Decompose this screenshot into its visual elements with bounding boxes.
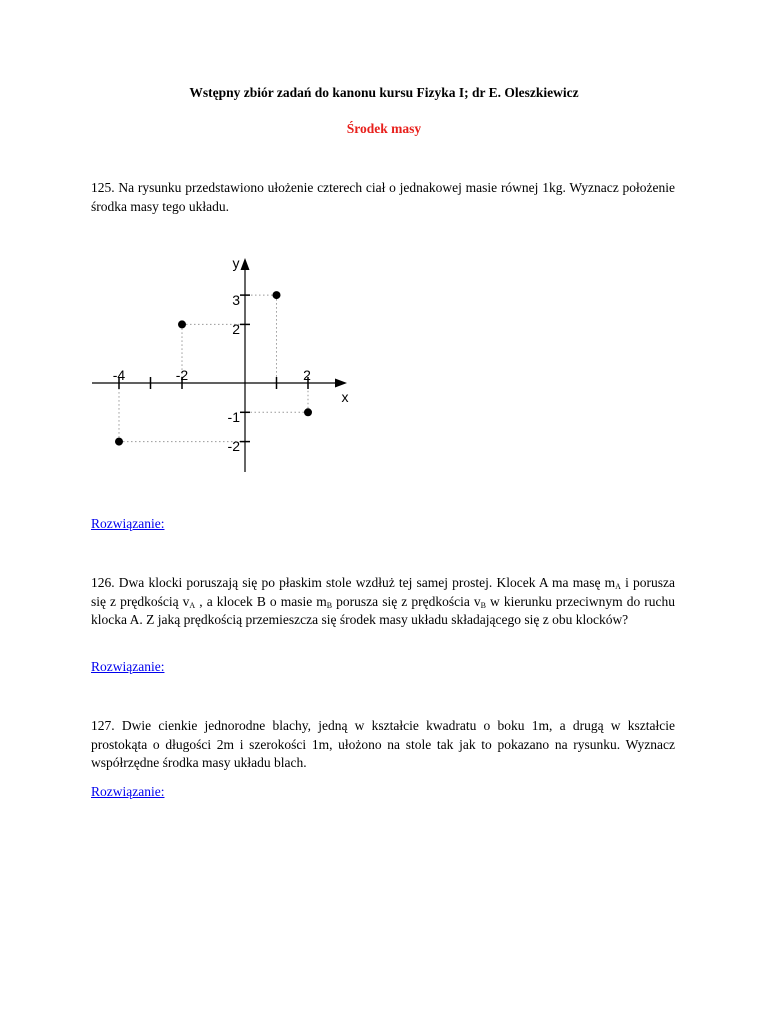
problem-text: Na rysunku przedstawiono ułożenie czterech ciał o jednakowej masie równej 1kg. Wyznacz położenie środka masy tego układu.	[91, 180, 675, 214]
subscript: A	[189, 600, 196, 610]
x-tick-label: 2	[303, 367, 311, 383]
problem-text: Dwie cienkie jednorodne blachy, jedną w kształcie kwadratu o boku 1m, a drugą w kształcie prostokąta o długości 2m i szerokości 1m, ułożono na stole tak jak to pokazano na rysunku. Wyznacz współrzędne środka masy układu blach.	[91, 718, 675, 770]
problem-text: , a klocek B o masie m	[195, 593, 327, 609]
mass-point	[178, 320, 186, 328]
problem-text: Dwa klocki poruszają się po płaskim stole wzdłuż tej samej prostej. Klocek A ma masę m	[118, 575, 616, 590]
y-tick-label: 2	[232, 321, 240, 337]
tick-labels	[113, 255, 349, 454]
mass-points	[112, 291, 312, 446]
solution-link-125[interactable]: Rozwiązanie:	[91, 516, 165, 531]
y-axis-arrow	[241, 258, 250, 270]
problem-127	[91, 717, 675, 773]
mass-point	[273, 291, 281, 299]
y-axis-label: y	[232, 255, 240, 271]
x-axis-label: x	[341, 389, 349, 405]
subscript: B	[480, 600, 486, 610]
mass-point	[115, 438, 123, 446]
subscript: B	[326, 600, 333, 610]
axis-ticks	[119, 295, 308, 442]
y-tick-label: -1	[227, 409, 240, 425]
solution-link-127[interactable]: Rozwiązanie:	[91, 784, 165, 799]
problem-126	[91, 574, 675, 630]
x-axis-arrow	[335, 379, 347, 388]
page-title: Wstępny zbiór zadań do kanonu kursu Fizyka I; dr E. Oleszkiewicz	[189, 85, 579, 100]
coordinate-figure	[85, 250, 365, 480]
subscript: A	[615, 582, 621, 591]
axes	[92, 258, 347, 472]
solution-link-126[interactable]: Rozwiązanie:	[91, 659, 165, 674]
mass-point	[304, 408, 312, 416]
section-title: Środek masy	[346, 121, 422, 136]
problem-number: 126.	[91, 575, 115, 590]
y-tick-label: -2	[227, 438, 240, 454]
y-tick-label: 3	[232, 292, 240, 308]
x-tick-label: -4	[112, 367, 126, 383]
dotted-guides	[119, 295, 308, 442]
problem-number: 127.	[91, 718, 115, 733]
problem-text: i porusza się z prędkością v	[91, 575, 675, 609]
problem-number: 125.	[91, 180, 115, 195]
x-tick-label: -2	[175, 367, 189, 383]
problem-125	[91, 179, 675, 216]
problem-text: porusza się z prędkościa v	[332, 593, 481, 609]
problem-text: w kierunku przeciwnym do ruchu klocka A. Z jaką prędkością przemieszcza się środek masy układu składającego się z obu klocków?	[91, 593, 676, 627]
